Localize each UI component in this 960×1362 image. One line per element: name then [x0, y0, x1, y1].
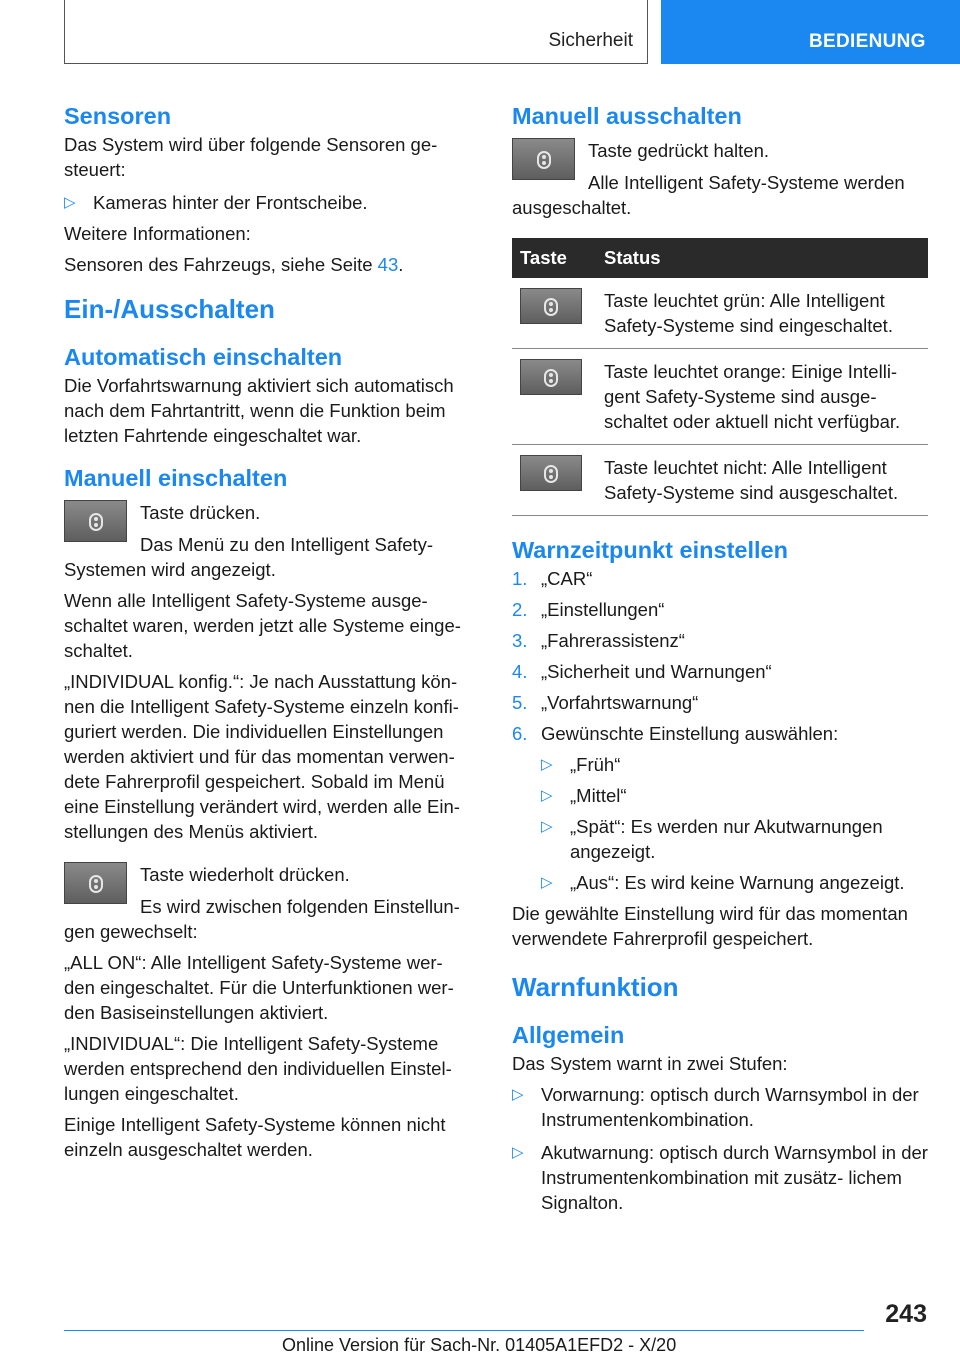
heading-automatisch: Automatisch einschalten [64, 344, 343, 370]
safety-button-icon [512, 138, 575, 180]
all-on-text: „ALL ON“: Alle Intelligent Safety-Systeme wer- den eingeschaltet. Für die Unterfunktionen wer- den Basiseinstellungen aktiviert. [64, 952, 454, 1023]
heading-warnfunktion: Warnfunktion [512, 972, 679, 1002]
step-number: 5. [512, 692, 528, 713]
table-header-taste: Taste [512, 238, 596, 278]
taste-gedrueckt: Taste gedrückt halten. [588, 140, 769, 161]
safety-button-icon [520, 455, 582, 491]
safety-button-icon [520, 359, 582, 395]
step-text: „CAR“ [541, 568, 593, 589]
step-number: 6. [512, 723, 528, 744]
step-text: „Einstellungen“ [541, 599, 665, 620]
step-text: „Sicherheit und Warnungen“ [541, 661, 772, 682]
table-row [512, 278, 928, 349]
taste-druecken: Taste drücken. [140, 502, 261, 523]
taste-wiederholt: Taste wiederholt drücken. [140, 864, 350, 885]
option-text: „Spät“: Es werden nur Akutwarnungen angezeigt. [570, 816, 883, 862]
bullet-triangle-icon: ▷ [541, 874, 553, 891]
table-cell-status: Taste leuchtet grün: Alle Intelligent Safety-Systeme sind eingeschaltet. [596, 278, 928, 349]
button-instruction-2 [64, 862, 478, 912]
bullet-triangle-icon: ▷ [512, 1086, 524, 1103]
step-text: „Fahrerassistenz“ [541, 630, 685, 651]
bullet-triangle-icon: ▷ [541, 756, 553, 773]
bullet-triangle-icon: ▷ [541, 787, 553, 804]
sensoren-text: Das System wird über folgende Sensoren ge- steuert: [64, 134, 438, 180]
button-instruction [64, 500, 478, 550]
individual-text: „INDIVIDUAL“: Die Intelligent Safety-Systeme werden entsprechend den individuellen Einstel- lungen eingeschaltet. [64, 1033, 452, 1104]
list-item [541, 814, 928, 864]
bullet-text: Akutwarnung: optisch durch Warnsymbol in der Instrumentenkombination mit zusätz- lichem Signalton. [541, 1142, 928, 1213]
right-column [512, 100, 928, 1215]
list-item [541, 870, 928, 895]
bullet-triangle-icon: ▷ [512, 1144, 524, 1161]
step-number: 4. [512, 661, 528, 682]
page-number: 243 [885, 1300, 927, 1328]
list-item [512, 628, 928, 653]
list-item [512, 597, 928, 622]
auto-text: Die Vorfahrtswarnung aktiviert sich automatisch nach dem Fahrtantritt, wenn die Funktion beim letzten Fahrtende eingeschaltet war. [64, 375, 454, 446]
list-item [541, 752, 928, 777]
table-cell-status: Taste leuchtet orange: Einige Intelli- gent Safety-Systeme sind ausge- schaltet oder aktuell nicht verfügbar. [596, 349, 928, 445]
heading-ein-ausschalten: Ein-/Ausschalten [64, 294, 275, 324]
table-row [512, 445, 928, 516]
bullet-text: Vorwarnung: optisch durch Warnsymbol in der Instrumentenkombination. [541, 1084, 919, 1130]
gewaehlte-text: Die gewählte Einstellung wird für das momentan verwendete Fahrerprofil gespeichert. [512, 903, 908, 949]
einige-text: Einige Intelligent Safety-Systeme können nicht einzeln ausgeschaltet werden. [64, 1114, 446, 1160]
header-section-box [64, 0, 648, 64]
footer-divider [64, 1330, 864, 1331]
page-link-43[interactable]: 43 [377, 254, 399, 275]
step-number: 1. [512, 568, 528, 589]
bullet-text: Kameras hinter der Frontscheibe. [93, 192, 368, 213]
step-number: 2. [512, 599, 528, 620]
list-item [64, 190, 478, 215]
table-row [512, 349, 928, 445]
alle-aus-2: ausgeschaltet. [512, 197, 632, 218]
list-item [541, 783, 928, 808]
allgemein-text: Das System warnt in zwei Stufen: [512, 1053, 788, 1074]
option-text: „Früh“ [570, 754, 621, 775]
footer-online-version: Online Version für Sach-Nr. 01405A1EFD2 - X/20 [282, 1335, 677, 1355]
heading-sensoren: Sensoren [64, 103, 172, 129]
safety-button-icon [520, 288, 582, 324]
left-column [64, 100, 478, 1162]
table-header-status: Status [596, 238, 928, 278]
list-item [512, 721, 928, 746]
list-item [512, 659, 928, 684]
bullet-triangle-icon: ▷ [541, 818, 553, 835]
sensoren-ref: Sensoren des Fahrzeugs, siehe Seite 43. [64, 254, 404, 275]
header-chapter: BEDIENUNG [809, 31, 926, 52]
heading-allgemein: Allgemein [512, 1022, 625, 1048]
wechsel-text-2: gen gewechselt: [64, 921, 198, 942]
button-instruction-3 [512, 138, 928, 188]
individual-konfig-text: „INDIVIDUAL konfig.“: Je nach Ausstattung kön- nen die Intelligent Safety-Systeme einzeln konfi- guriert werden. Die individuellen Einstellungen werden aktiviert und für das momentan verwen- dete Fahrerprofil gespeichert. Sobald im Menü eine Einstellung verändert wird, werden alle Ein- stellungen des Menüs aktiviert. [64, 671, 460, 842]
table-cell-status: Taste leuchtet nicht: Alle Intelligent Safety-Systeme sind ausgeschaltet. [596, 445, 928, 516]
step-text: Gewünschte Einstellung auswählen: [541, 723, 839, 744]
list-item [512, 1140, 928, 1215]
list-item [512, 690, 928, 715]
safety-button-icon [64, 500, 127, 542]
step-text: „Vorfahrtswarnung“ [541, 692, 699, 713]
header-chapter-box [661, 0, 960, 64]
bullet-triangle-icon: ▷ [64, 194, 76, 211]
header-section: Sicherheit [548, 30, 633, 51]
option-text: „Aus“: Es wird keine Warnung angezeigt. [570, 872, 905, 893]
weitere-info: Weitere Informationen: [64, 223, 251, 244]
safety-button-icon [64, 862, 127, 904]
step-number: 3. [512, 630, 528, 651]
menue-text-1: Das Menü zu den Intelligent Safety- [140, 534, 434, 555]
menue-text-2: Systemen wird angezeigt. [64, 559, 276, 580]
list-item [512, 566, 928, 591]
heading-warnzeitpunkt: Warnzeitpunkt einstellen [512, 537, 788, 563]
sensoren-ref-text: Sensoren des Fahrzeugs, siehe Seite [64, 254, 378, 275]
heading-manuell-ein: Manuell einschalten [64, 465, 288, 491]
wechsel-text-1: Es wird zwischen folgenden Einstellun- [140, 896, 460, 917]
wenn-alle-text: Wenn alle Intelligent Safety-Systeme ausge- schaltet waren, werden jetzt alle Systeme einge- schaltet. [64, 590, 461, 661]
heading-manuell-aus: Manuell ausschalten [512, 103, 742, 129]
alle-aus-1: Alle Intelligent Safety-Systeme werden [588, 172, 905, 193]
list-item [512, 1082, 928, 1132]
option-text: „Mittel“ [570, 785, 627, 806]
status-table [512, 238, 928, 516]
